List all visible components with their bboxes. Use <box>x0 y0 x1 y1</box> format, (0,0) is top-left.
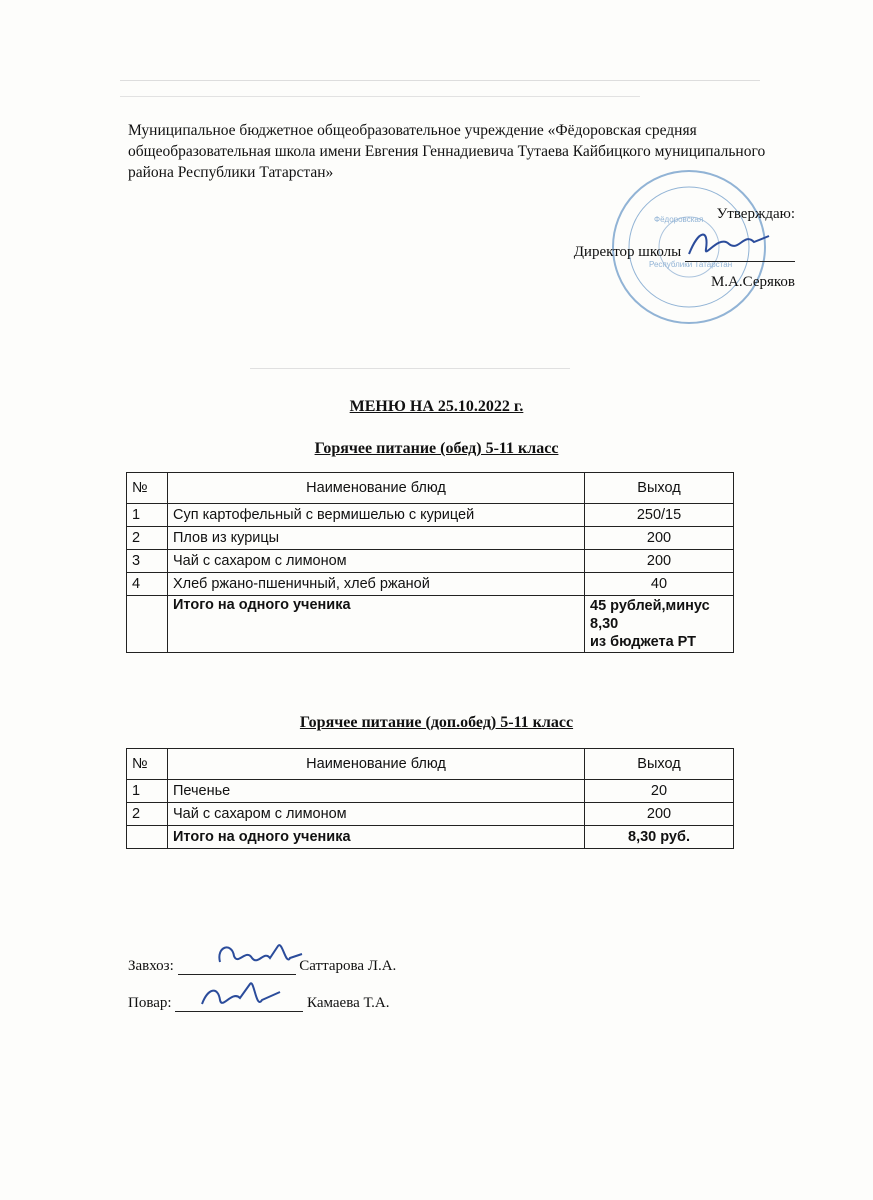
extra-lunch-table <box>126 748 734 849</box>
row-name: Хлеб ржано-пшеничный, хлеб ржаной <box>168 573 585 596</box>
table-row <box>127 803 734 826</box>
row-output: 40 <box>585 573 734 596</box>
row-output: 250/15 <box>585 504 734 527</box>
table-row <box>127 573 734 596</box>
row-num: 4 <box>127 573 168 596</box>
header-name: Наименование блюд <box>168 473 585 504</box>
row-name: Чай с сахаром с лимоном <box>168 803 585 826</box>
table-header-row <box>127 473 734 504</box>
lunch-table <box>126 472 734 653</box>
row-output: 200 <box>585 527 734 550</box>
bleed-through-line <box>250 368 570 369</box>
approve-label: Утверждаю: <box>716 206 795 222</box>
total-label: Итого на одного ученика <box>168 596 585 653</box>
total-row <box>127 596 734 653</box>
table-header-row <box>127 749 734 780</box>
svg-text:Фёдоровская: Фёдоровская <box>654 215 704 224</box>
director-signature <box>684 224 774 264</box>
storekeeper-name: Саттарова Л.А. <box>299 958 397 974</box>
total-num <box>127 596 168 653</box>
table-row <box>127 504 734 527</box>
row-output: 20 <box>585 780 734 803</box>
row-output: 200 <box>585 550 734 573</box>
table-row <box>127 780 734 803</box>
row-num: 2 <box>127 803 168 826</box>
table-row <box>127 527 734 550</box>
header-output: Выход <box>585 749 734 780</box>
cook-label: Повар: <box>128 995 172 1011</box>
header-name: Наименование блюд <box>168 749 585 780</box>
header-num: № <box>127 473 168 504</box>
total-value <box>585 596 734 653</box>
organization-header: Муниципальное бюджетное общеобразовательное учреждение «Фёдоровская средняя общеобразовательная школа имени Евгения Геннадиевича Тутаева Кайбицкого муниципального района Республики Татарстан» <box>128 122 766 181</box>
total-label: Итого на одного ученика <box>168 826 585 849</box>
row-num: 1 <box>127 780 168 803</box>
total-num <box>127 826 168 849</box>
svg-text:Республики Татарстан: Республики Татарстан <box>649 260 733 269</box>
table-row <box>127 550 734 573</box>
total-value-line1: 45 рублей,минус 8,30 <box>590 598 710 632</box>
director-label: Директор школы <box>573 244 682 260</box>
row-num: 1 <box>127 504 168 527</box>
total-value-line2: из бюджета РТ <box>590 634 696 650</box>
row-num: 3 <box>127 550 168 573</box>
director-name: М.А.Серяков <box>710 274 795 290</box>
row-num: 2 <box>127 527 168 550</box>
extra-lunch-section-title: Горячее питание (доп.обед) 5-11 класс <box>299 714 574 731</box>
header-num: № <box>127 749 168 780</box>
row-name: Печенье <box>168 780 585 803</box>
cook-name: Камаева Т.А. <box>307 995 390 1011</box>
lunch-section-title: Горячее питание (обед) 5-11 класс <box>314 440 559 457</box>
row-name: Чай с сахаром с лимоном <box>168 550 585 573</box>
bleed-through-line <box>120 80 760 81</box>
total-row <box>127 826 734 849</box>
storekeeper-signature <box>212 936 308 976</box>
cook-signature <box>196 976 286 1016</box>
storekeeper-label: Завхоз: <box>128 958 174 974</box>
header-output: Выход <box>585 473 734 504</box>
row-name: Плов из курицы <box>168 527 585 550</box>
row-name: Суп картофельный с вермишелью с курицей <box>168 504 585 527</box>
row-output: 200 <box>585 803 734 826</box>
menu-title: МЕНЮ НА 25.10.2022 г. <box>349 398 524 415</box>
total-value: 8,30 руб. <box>585 826 734 849</box>
bleed-through-line <box>120 96 640 97</box>
